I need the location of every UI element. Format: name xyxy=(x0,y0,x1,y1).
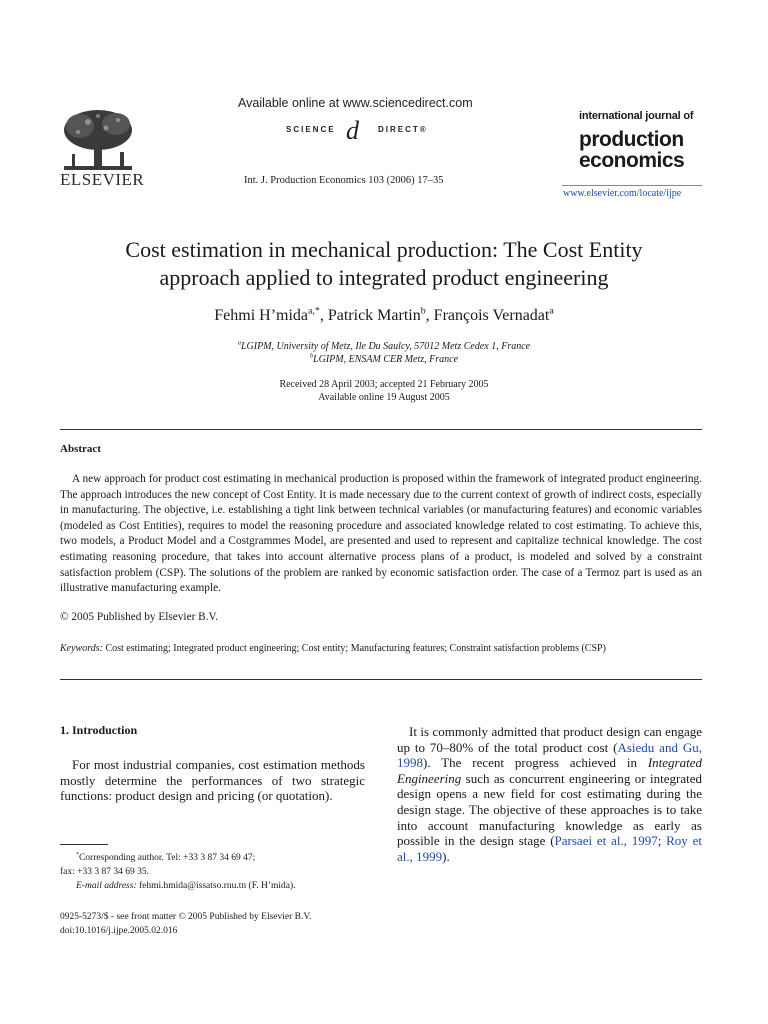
footnote-line xyxy=(60,851,365,865)
intro-right-paragraph xyxy=(397,724,702,864)
online-date: Available online 19 August 2005 xyxy=(318,392,450,403)
author-affiliation-mark: a,* xyxy=(308,305,320,317)
footnote-fax: fax: +33 3 87 34 69 35. xyxy=(60,867,150,877)
sciencedirect-logo xyxy=(286,118,446,146)
abstract-bottom-rule xyxy=(60,679,702,680)
intro-emphasis: Integrated Engineering xyxy=(397,755,702,786)
article-title-line2: approach applied to integrated product engineering xyxy=(159,265,609,290)
citation-link[interactable]: Parsaei et al., 1997 xyxy=(554,833,658,849)
affiliation-mark: a xyxy=(237,339,241,347)
journal-url-link[interactable]: www.elsevier.com/locate/ijpe xyxy=(563,188,682,199)
author-affiliation-mark: b xyxy=(420,305,426,317)
affiliation-text: LGIPM, University of Metz, Ile Du Saulcy, 57012 Metz Cedex 1, France xyxy=(240,341,531,352)
sciencedirect-left-text: SCIENCE xyxy=(286,125,336,134)
corresponding-author-footnote xyxy=(60,851,365,893)
article-title xyxy=(40,236,728,292)
journal-divider xyxy=(562,185,702,186)
issn-line: 0925-5273/$ - see front matter © 2005 Published by Elsevier B.V. xyxy=(60,912,312,922)
email-address[interactable]: fehmi.hmida@issatso.rnu.tn (F. H’mida). xyxy=(138,881,296,891)
author-separator: , xyxy=(319,307,328,324)
affiliation-item xyxy=(40,340,728,353)
section-heading-introduction: 1. Introduction xyxy=(60,723,138,737)
abstract-copyright: © 2005 Published by Elsevier B.V. xyxy=(60,611,219,623)
author-list xyxy=(40,307,728,325)
author-affiliation-mark: a xyxy=(549,305,554,317)
footnote-phone: Corresponding author. Tel: +33 3 87 34 69 47; xyxy=(78,853,256,863)
front-matter-info xyxy=(60,910,311,938)
intro-text: ). xyxy=(442,848,450,864)
article-dates xyxy=(40,378,728,404)
journal-brand-line1: international journal of xyxy=(579,110,694,122)
sciencedirect-right-text: DIRECT® xyxy=(378,125,428,134)
abstract-top-rule xyxy=(60,429,702,430)
received-date: Received 28 April 2003; accepted 21 February 2005 xyxy=(279,379,489,390)
journal-brand xyxy=(579,110,709,171)
sciencedirect-mark-icon: d xyxy=(346,116,359,145)
intro-text: It is commonly admitted that product design can engage up to 70–80% of the total product cost ( xyxy=(397,724,702,755)
doi-line: doi:10.1016/j.ijpe.2005.02.016 xyxy=(60,926,178,936)
journal-brand-line2: production xyxy=(579,128,684,151)
affiliations xyxy=(40,340,728,366)
intro-left-paragraph: For most industrial companies, cost estimation methods mostly determine the performances of two strategic functions: product design and pricing (or quotation). xyxy=(60,757,365,804)
journal-citation: Int. J. Production Economics 103 (2006) 17–35 xyxy=(244,175,444,186)
footnote-rule xyxy=(60,844,108,845)
affiliation-text: LGIPM, ENSAM CER Metz, France xyxy=(313,354,459,365)
citation-link[interactable]: Roy et al., 1999 xyxy=(397,833,702,864)
keywords-text: Cost estimating; Integrated product engineering; Cost entity; Manufacturing features; Constraint satisfaction problems (CSP) xyxy=(105,643,606,654)
intro-text: ). The recent progress achieved in xyxy=(423,755,648,771)
publisher-name: ELSEVIER xyxy=(60,170,145,189)
author-name: Fehmi H’mida xyxy=(214,307,309,324)
email-label: E-mail address: xyxy=(76,881,137,891)
article-title-line1: Cost estimation in mechanical production: The Cost Entity xyxy=(125,237,643,262)
keywords-label: Keywords: xyxy=(60,643,103,654)
footnote-line xyxy=(60,879,365,893)
available-online-text: Available online at www.sciencedirect.com xyxy=(238,96,473,110)
citation-link[interactable]: Asiedu and Gu, 1998 xyxy=(397,739,702,771)
abstract-body: A new approach for product cost estimating in mechanical production is proposed within the framework of integrated product engineering. The approach introduces the new concept of Cost Entity. It is made necessary due to the current context of growth of indirect costs, especially in manufacturing. The objective, i.e. establishing a tight link between technical variables (or manufacturing features) and economic variables (modeled as Cost Entities), requires to model the reasoning procedure and associated knowledge related to cost estimating. To achieve this, two models, a Product Model and a Costgrammes Model, are presented and used to represent and capitalize technical knowledge. The cost estimating reasoning procedure, that takes into account alternative process plans of a product, is modeled and solved by a constraint satisfaction problem (CSP). The solutions of the problem are ranked by economic satisfaction order. The case of a Termoz part is used as an illustrative manufacturing example. xyxy=(60,473,702,595)
affiliation-item xyxy=(40,353,728,366)
keywords xyxy=(60,642,702,656)
intro-text: ; xyxy=(657,833,667,849)
footnote-mark: * xyxy=(76,851,79,858)
intro-text: such as concurrent engineering or integrated design opens a new field for cost estimating during the design stage. The objective of these approaches is to take into account manufacturing knowledge as early as possible in the design stage ( xyxy=(397,770,702,849)
author-separator: , xyxy=(425,307,434,324)
author-name: François Vernadat xyxy=(433,307,550,324)
abstract-heading: Abstract xyxy=(60,443,101,455)
journal-brand-line3: economics xyxy=(579,149,685,172)
author-name: Patrick Martin xyxy=(327,307,421,324)
affiliation-mark: b xyxy=(309,352,314,360)
